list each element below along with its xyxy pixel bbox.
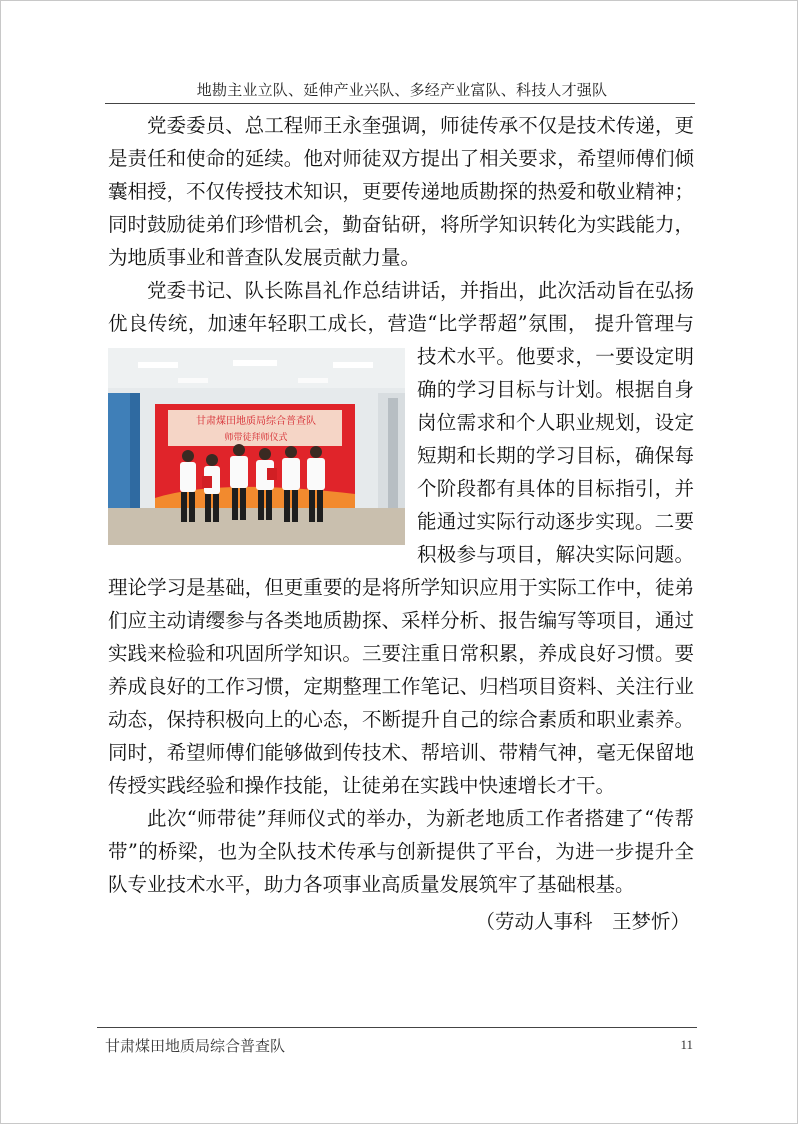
header-divider: [105, 103, 695, 104]
page-number: 11: [680, 1037, 693, 1052]
paragraph-2-lead: 党委书记、队长陈昌礼作总结讲话，并指出，此次活动旨在弘扬优良传统，加速年轻职工成长，营造“比学帮超”氛围，: [108, 279, 694, 335]
footer-org-name: 甘肃煤田地质局综合普查队: [105, 1037, 286, 1055]
paragraph-2-text: [108, 279, 694, 797]
paragraph-3: 此次“师带徒”拜师仪式的举办，为新老地质工作者搭建了“传帮带”的桥梁，也为全队技术传承与创新提供了平台，为进一步提升全队专业技术水平，助力各项事业高质量发展筑牢了基础根基。: [108, 807, 694, 896]
running-header: 地勘主业立队、延伸产业兴队、多经产业富队、科技人才强队: [196, 81, 608, 99]
ceremony-photo: [108, 348, 405, 545]
ceremony-photo-image: [108, 348, 405, 545]
paragraph-1: 党委委员、总工程师王永奎强调，师徒传承不仅是技术传递，更是责任和使命的延续。他对师徒双方提出了相关要求，希望师傅们倾囊相授，不仅传授技术知识，更要传递地质勘探的热爱和敬业精神；同时鼓励徒弟们珍惜机会，勤奋钻研，将所学知识转化为实践能力，为地质事业和普查队发展贡献力量。: [108, 114, 694, 269]
author-signature: （劳动人事科 王梦忻）: [475, 910, 690, 933]
banner-line-1: 甘肃煤田地质局综合普查队: [196, 416, 316, 427]
paragraph-2-rest: 提升管理与技术水平。他要求，一要设定明确的学习目标与计划。根据自身岗位需求和个人职业规划，设定短期和长期的学习目标，确保每个阶段都有具体的目标指引，并能通过实际行动逐步实现。二要积极参与项目，解决实际问题。理论学习是基础，但更重要的是将所学知识应用于实际工作中，徒弟们应主动请缨参与各类地质勘探、采样分析、报告编写等项目，通过实践来检验和巩固所学知识。三要注重日常积累，养成良好习惯。要养成良好的工作习惯，定期整理工作笔记、归档项目资料、关注行业动态，保持积极向上的心态，不断提升自己的综合素质和职业素养。同时，希望师傅们能够做到传技术、帮培训、带精气神，毫无保留地传授实践经验和操作技能，让徒弟在实践中快速增长才干。: [108, 312, 694, 797]
article-body: [108, 109, 694, 938]
paragraph-2: [108, 274, 694, 802]
banner-line-2: 师带徒拜师仪式: [224, 433, 288, 443]
footer-divider: [97, 1027, 697, 1028]
